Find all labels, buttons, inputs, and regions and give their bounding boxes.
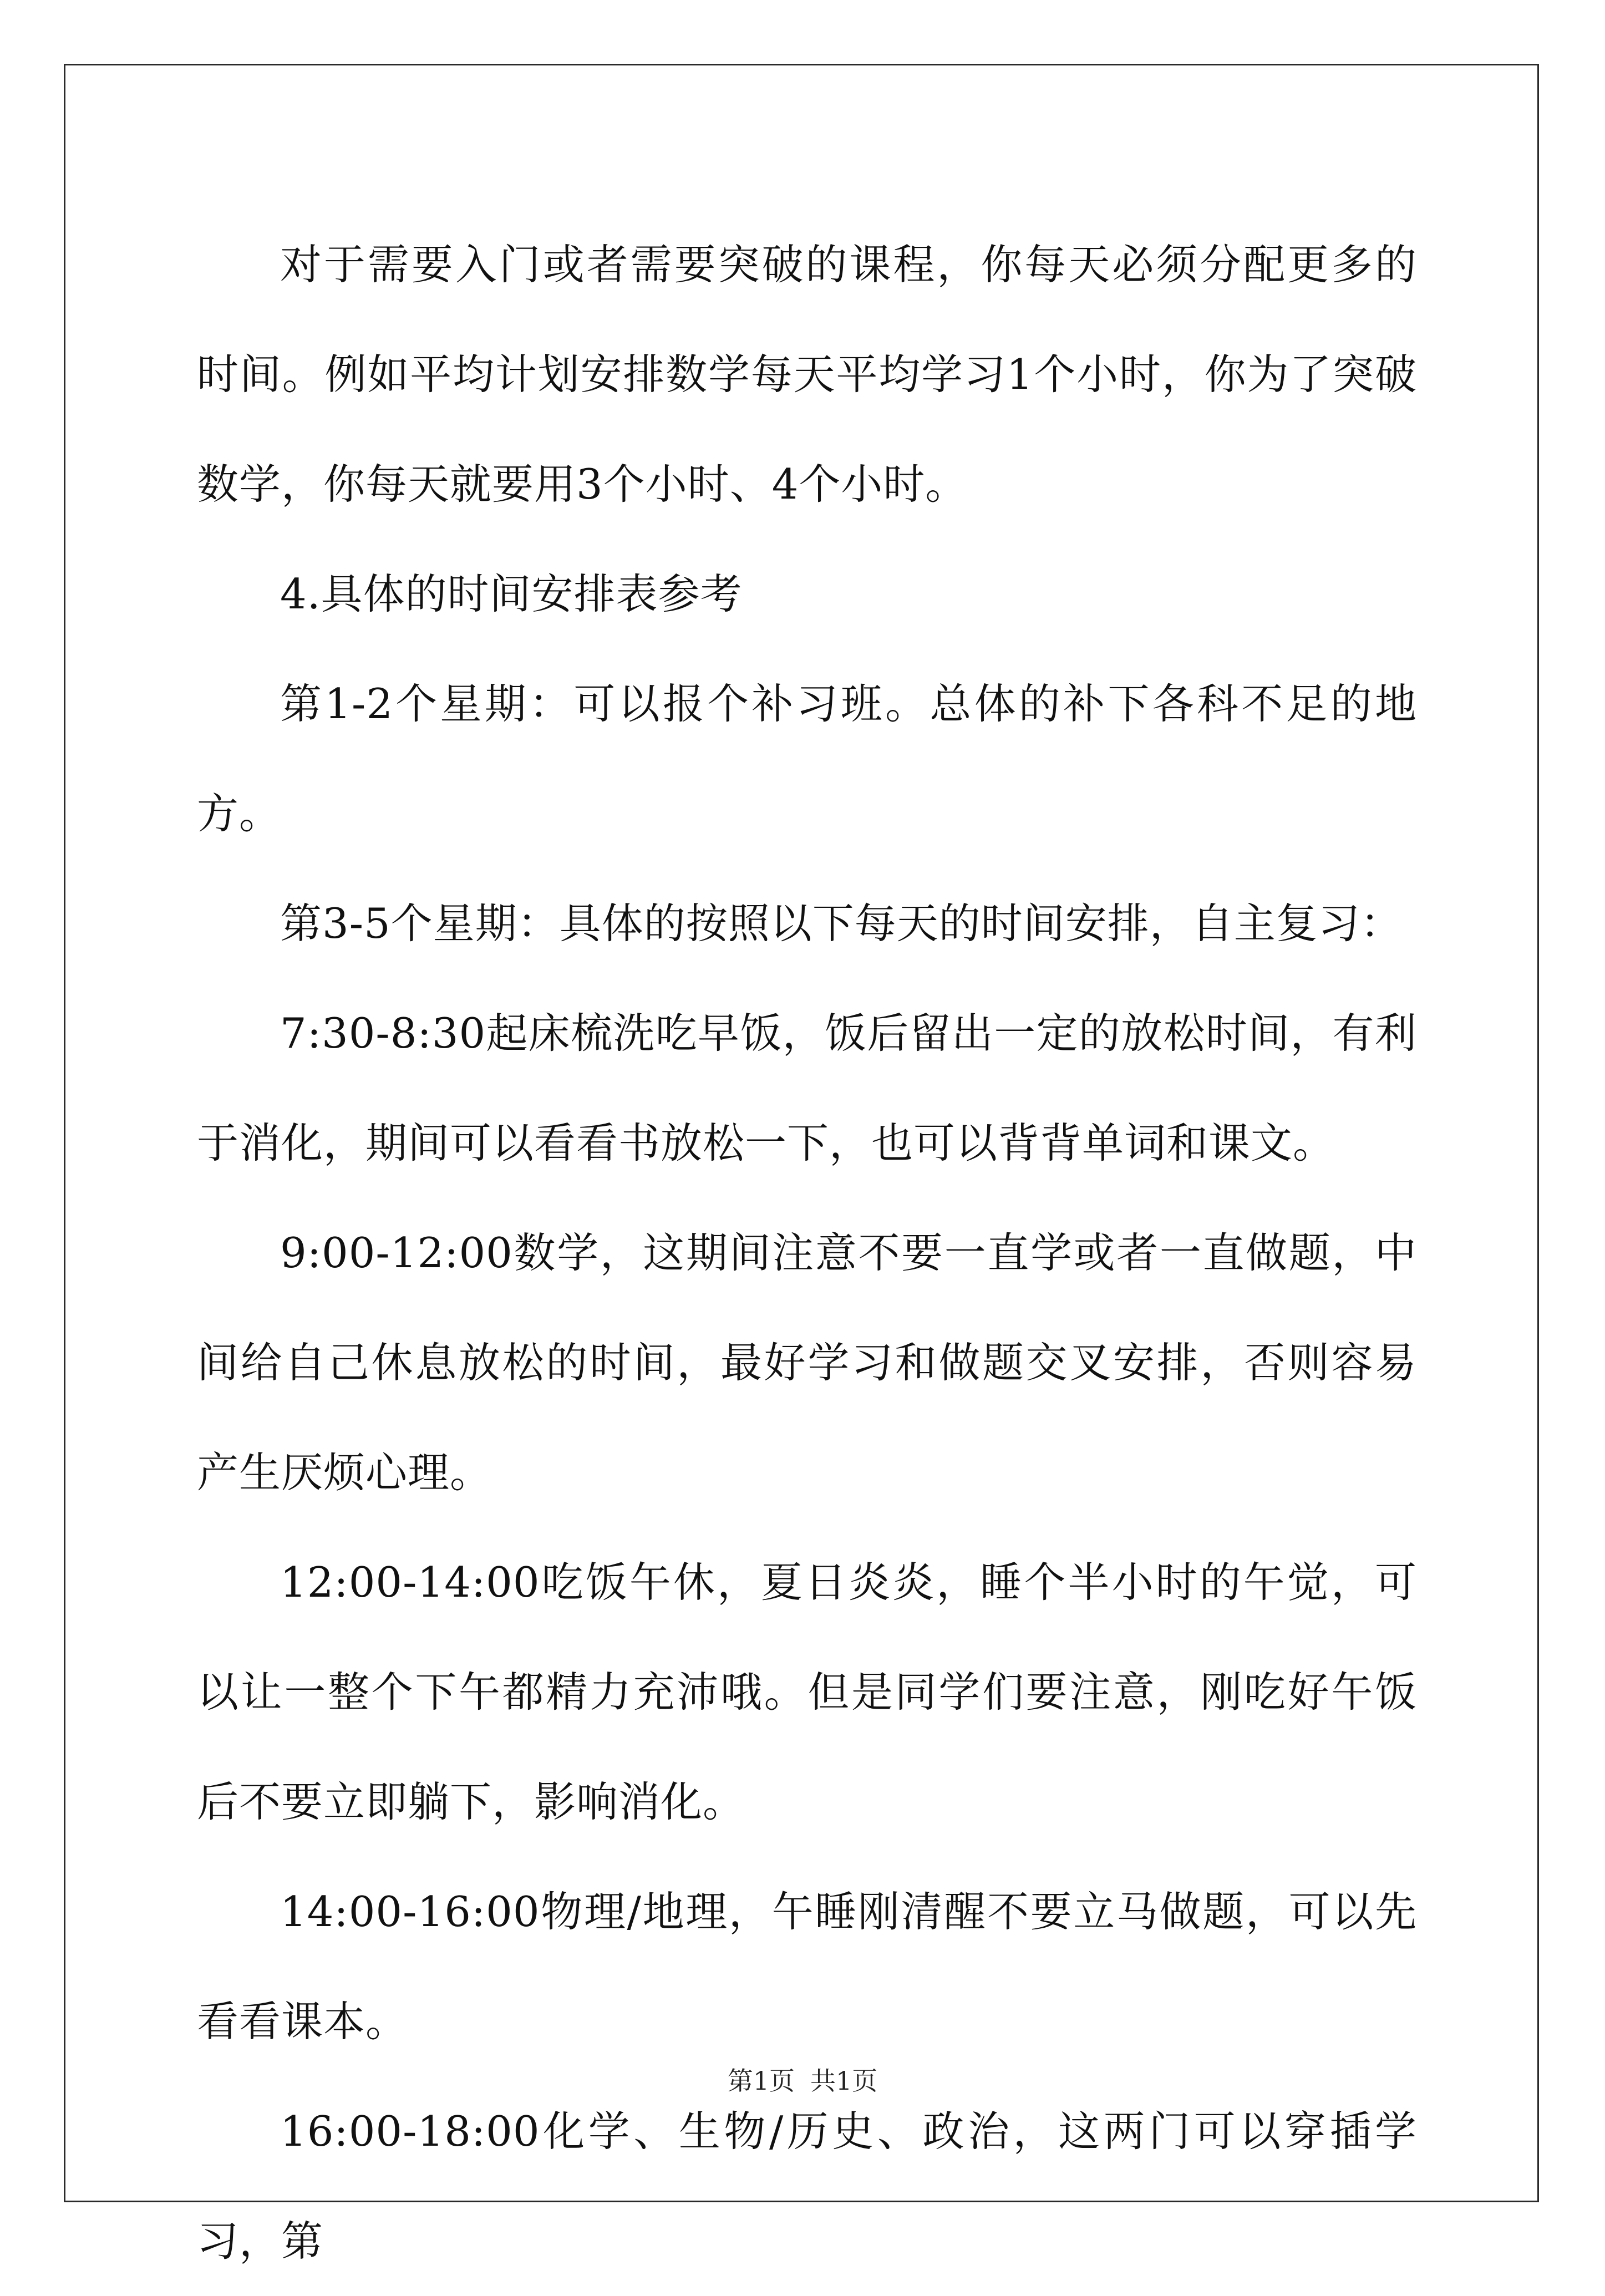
- paragraph-week-1-2: 第1-2个星期：可以报个补习班。总体的补下各科不足的地方。: [197, 679, 1417, 838]
- document-body: [197, 210, 1417, 2296]
- paragraph-chemistry: 16:00-18:00化学、生物/历史、政治，这两门可以穿插学习，第: [197, 2107, 1417, 2265]
- paragraph-morning: 7:30-8:30起床梳洗吃早饭，饭后留出一定的放松时间，有利于消化，期间可以看看书放松一下，也可以背背单词和课文。: [197, 1009, 1417, 1167]
- page-footer: [0, 2064, 1605, 2097]
- paragraph-lunch: 12:00-14:00吃饭午休，夏日炎炎，睡个半小时的午觉，可以让一整个下午都精力充沛哦。但是同学们要注意，刚吃好午饭后不要立即躺下，影响消化。: [197, 1558, 1417, 1826]
- paragraph-math: 9:00-12:00数学，这期间注意不要一直学或者一直做题，中间给自己休息放松的时间，最好学习和做题交叉安排，否则容易产生厌烦心理。: [197, 1228, 1417, 1497]
- paragraph-physics: 14:00-16:00物理/地理，午睡刚清醒不要立马做题，可以先看看课本。: [197, 1887, 1417, 2046]
- page-total: 共1页: [810, 2066, 878, 2096]
- paragraph-time-allocation: 对于需要入门或者需要突破的课程，你每天必须分配更多的时间。例如平均计划安排数学每天平均学习1个小时，你为了突破数学，你每天就要用3个小时、4个小时。: [197, 240, 1417, 509]
- paragraph-section-heading: 4.具体的时间安排表参考: [280, 570, 743, 618]
- page-number: 第1页: [727, 2066, 795, 2096]
- paragraph-week-3-5: 第3-5个星期：具体的按照以下每天的时间安排，自主复习：: [280, 899, 1403, 948]
